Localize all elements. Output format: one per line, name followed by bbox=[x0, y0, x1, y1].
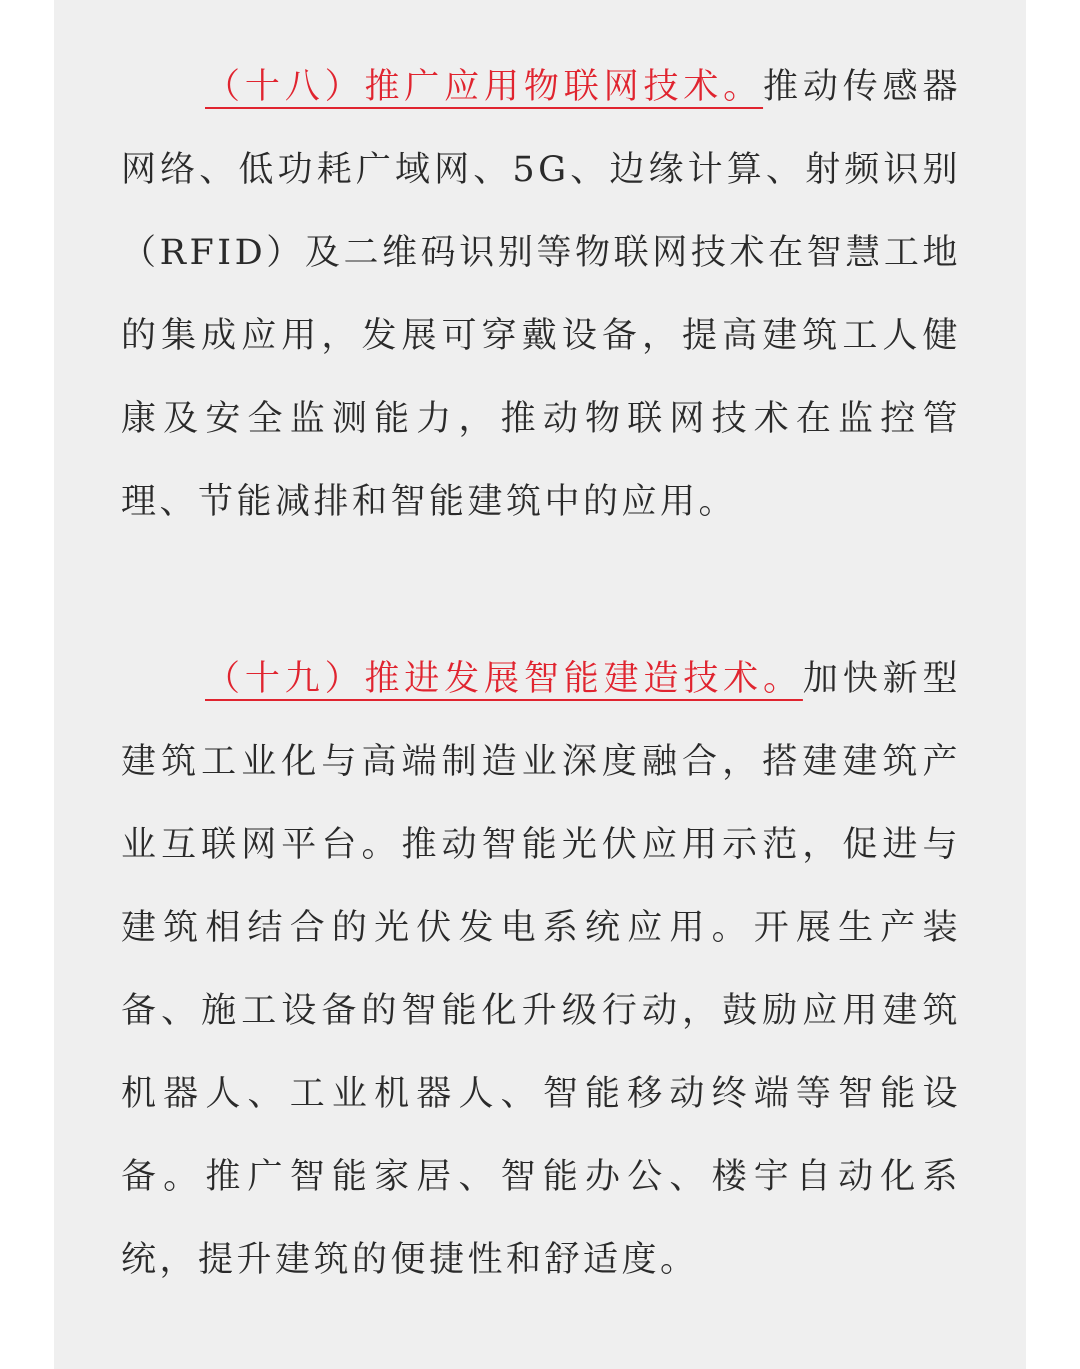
section-body-18: 推动传感器网络、低功耗广域网、5G、边缘计算、射频识别（RFID）及二维码识别等物联网技术在智慧工地的集成应用，发展可穿戴设备，提高建筑工人健康及安全监测能力，推动物联网技术在监控管理、节能减排和智能建筑中的应用。 bbox=[121, 67, 961, 522]
section-paragraph-18 bbox=[121, 46, 961, 544]
section-body-19: 加快新型建筑工业化与高端制造业深度融合，搭建建筑产业互联网平台。推动智能光伏应用示范，促进与建筑相结合的光伏发电系统应用。开展生产装备、施工设备的智能化升级行动，鼓励应用建筑机器人、工业机器人、智能移动终端等智能设备。推广智能家居、智能办公、楼宇自动化系统，提升建筑的便捷性和舒适度。 bbox=[121, 659, 961, 1280]
section-heading-19: （十九）推进发展智能建造技术。 bbox=[205, 659, 803, 699]
section-paragraph-19 bbox=[121, 638, 961, 1302]
section-heading-18: （十八）推广应用物联网技术。 bbox=[205, 67, 764, 107]
